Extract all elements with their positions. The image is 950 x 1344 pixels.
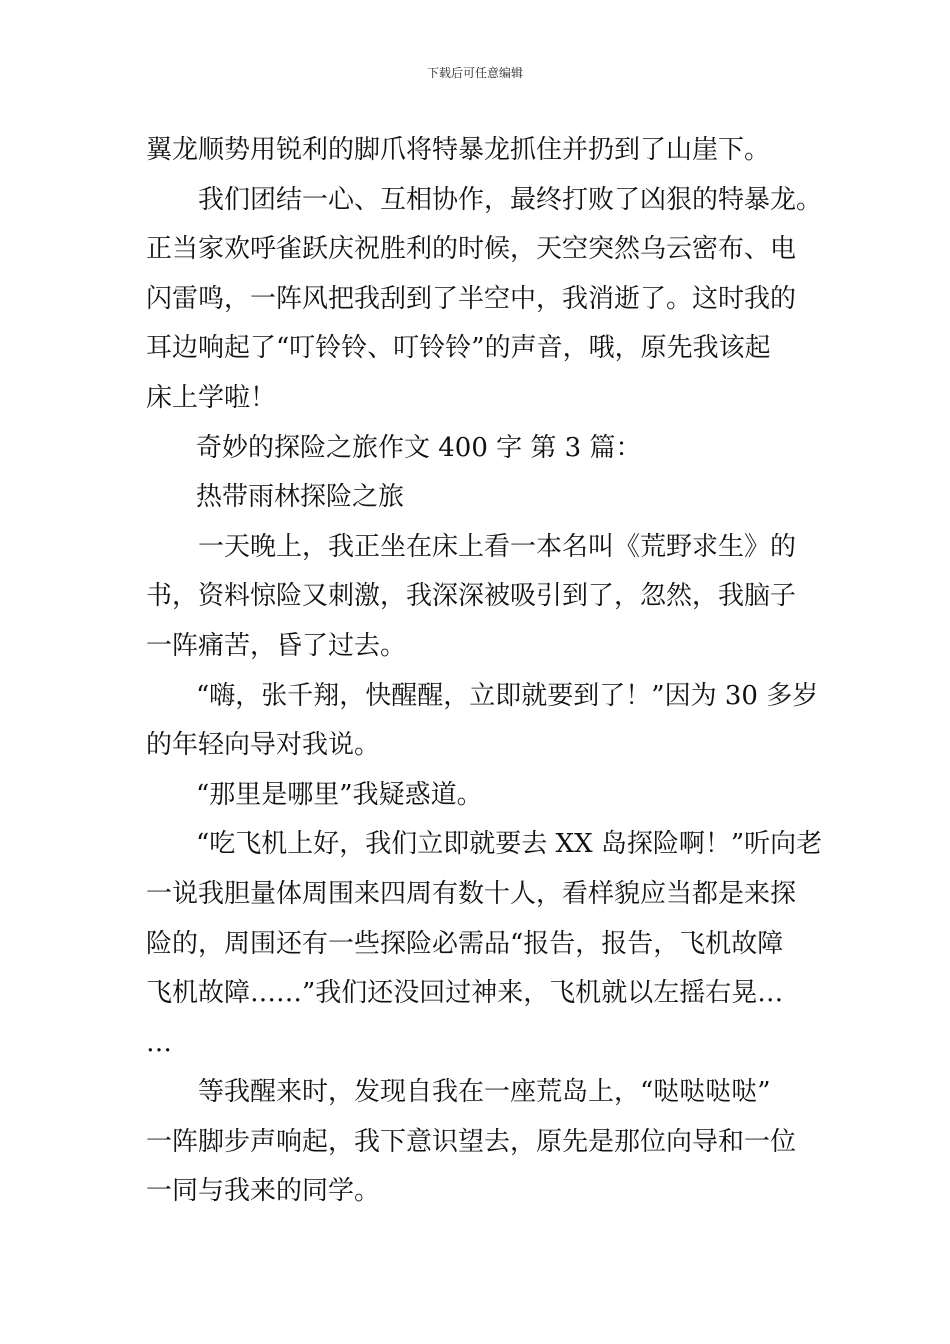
paragraph-line: 一同与我来的同学。 <box>146 1176 381 1207</box>
section-heading: 奇妙的探险之旅作文 400 字 第 3 篇： <box>196 432 642 463</box>
paragraph-line: 闪雷鸣，一阵风把我刮到了半空中，我消逝了。这时我的 <box>146 283 797 314</box>
paragraph-line: 床上学啦！ <box>146 382 277 413</box>
paragraph-line: 的年轻向导对我说。 <box>146 730 381 761</box>
paragraph-line: 一阵痛苦，昏了过去。 <box>146 630 407 661</box>
paragraph-line: 险的，周围还有一些探险必需品“报告，报告，飞机故障 <box>146 928 784 959</box>
paragraph-line: 一天晚上，我正坐在床上看一本名叫《荒野求生》的 <box>198 531 797 562</box>
article-body <box>146 126 826 1217</box>
paragraph-line: 翼龙顺势用锐利的脚爪将特暴龙抓住并扔到了山崖下。 <box>146 135 771 165</box>
paragraph-line: 飞机故障……”我们还没回过神来，飞机就以左摇右晃… <box>146 978 784 1009</box>
paragraph-line: “嗨，张千翔，快醒醒，立即就要到了！”因为 30 多岁 <box>196 680 819 711</box>
paragraph-line: “吃飞机上好，我们立即就要去 XX 岛探险啊！”听向老 <box>196 829 823 860</box>
article-title: 热带雨林探险之旅 <box>196 482 405 513</box>
paragraph-line: 耳边响起了“叮铃铃、叮铃铃”的声音，哦，原先我该起 <box>146 333 771 364</box>
paragraph-line: 一阵脚步声响起，我下意识望去，原先是那位向导和一位 <box>146 1126 797 1157</box>
paragraph-line: 一说我胆量体周围来四周有数十人，看样貌应当都是来探 <box>146 878 797 909</box>
paragraph-line: … <box>146 1027 172 1058</box>
paragraph-line: 正当家欢呼雀跃庆祝胜利的时候，天空突然乌云密布、电 <box>146 234 797 265</box>
paragraph-line: “那里是哪里”我疑惑道。 <box>196 779 483 810</box>
paragraph-line: 等我醒来时，发现自我在一座荒岛上，“哒哒哒哒” <box>198 1077 771 1108</box>
page-header: 下载后可任意编辑 <box>426 66 523 80</box>
paragraph-line: 书，资料惊险又刺激，我深深被吸引到了，忽然，我脑子 <box>146 581 797 612</box>
paragraph-line: 我们团结一心、互相协作，最终打败了凶狠的特暴龙。 <box>198 184 823 215</box>
